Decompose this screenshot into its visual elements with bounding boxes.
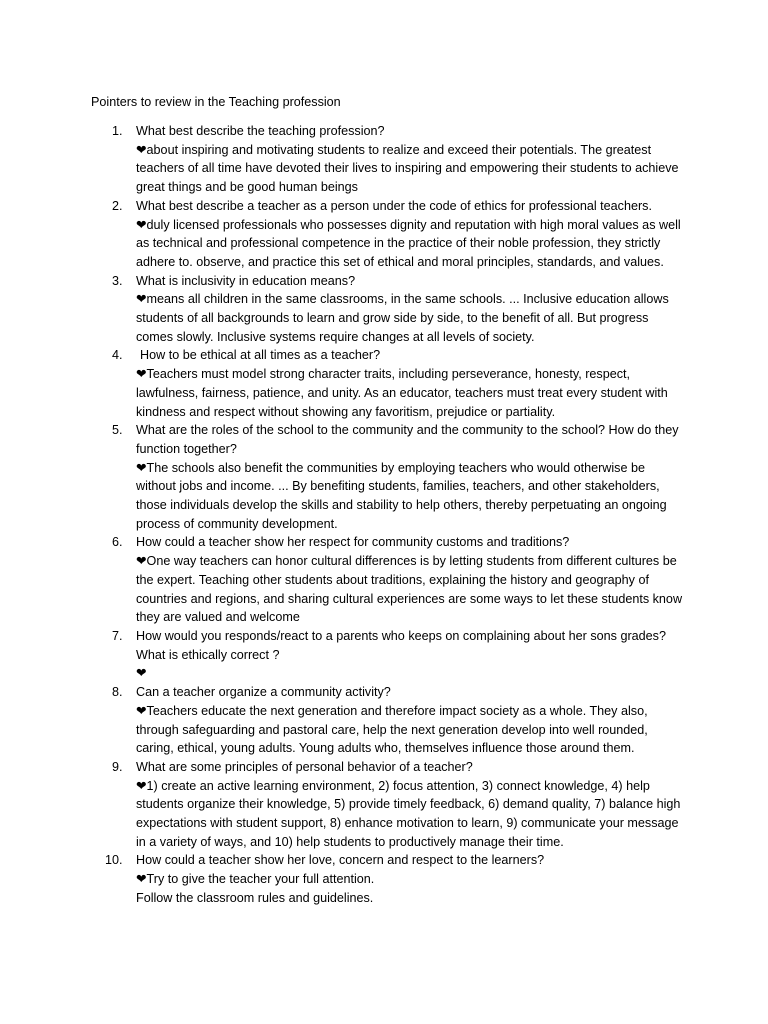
item-answer: ❤The schools also benefit the communities by employing teachers who would otherwise be without jobs and income. ... By benefiting students, families, teachers, and other stakeholders, those individuals develop the skills and stability to help others, thereby perpetuating an ongoing process of community development. bbox=[136, 460, 667, 531]
item-number: 4. bbox=[112, 348, 123, 363]
list-item bbox=[0, 346, 684, 421]
item-number: 7. bbox=[112, 628, 123, 643]
item-number: 5. bbox=[112, 423, 123, 438]
item-question: What best describe the teaching profession? bbox=[136, 124, 385, 138]
item-answer: ❤Teachers must model strong character traits, including perseverance, honesty, respect, lawfulness, fairness, patience, and unity. As an educator, teachers must treat every student with kindness and respect without showing any favoritism, prejudice or partiality. bbox=[136, 367, 668, 419]
list-item bbox=[0, 533, 684, 627]
item-question: How to be ethical at all times as a teacher? bbox=[140, 348, 381, 363]
list-item bbox=[0, 122, 684, 197]
list-item bbox=[0, 851, 684, 907]
list-item bbox=[0, 627, 684, 683]
item-number: 10. bbox=[105, 853, 123, 868]
document-title: Pointers to review in the Teaching profession bbox=[91, 95, 341, 109]
item-answer: ❤about inspiring and motivating students to realize and exceed their potentials. The greatest teachers of all time have devoted their lives to inspiring and empowering their students to achieve great things and be good human beings bbox=[136, 142, 679, 195]
item-question: Can a teacher organize a community activity? bbox=[136, 685, 391, 700]
item-answer: ❤One way teachers can honor cultural differences is by letting students from different cultures be the expert. Teaching other students about traditions, explaining the history and geography of countries and regions, and sharing cultural experiences are some ways to let these students know they are valued and welcome bbox=[136, 554, 683, 625]
item-answer: ❤1) create an active learning environment, 2) focus attention, 3) connect knowledge, 4) help students organize their knowledge, 5) provide timely feedback, 6) demand quality, 7) balance high expectations with student support, 8) enhance motivation to learn, 9) communicate your message in a variety of ways, and 10) help students to productively manage their time. bbox=[136, 778, 681, 849]
item-number: 2. bbox=[112, 198, 123, 213]
item-number: 8. bbox=[112, 685, 123, 700]
item-question: How would you responds/react to a parents who keeps on complaining about her sons grades? What is ethically correct ? bbox=[136, 628, 666, 662]
item-question: How could a teacher show her love, concern and respect to the learners? bbox=[136, 853, 545, 868]
item-number: 3. bbox=[112, 273, 123, 288]
item-question: What are some principles of personal behavior of a teacher? bbox=[136, 759, 473, 774]
list-item bbox=[0, 758, 684, 852]
item-answer: ❤Teachers educate the next generation and therefore impact society as a whole. They also, through safeguarding and pastoral care, help the next generation develop into well rounded, caring, ethical, young adults. Young adults who, themselves influence those around them. bbox=[136, 703, 648, 756]
list-item bbox=[0, 683, 684, 758]
item-number: 1. bbox=[112, 124, 123, 138]
item-number: 9. bbox=[112, 759, 123, 774]
item-answer: ❤duly licensed professionals who possesses dignity and reputation with high moral values as well as technical and professional competence in the practice of their noble profession, they strictly adhere to. observe, and practice this set of ethical and moral principles, standards, and values. bbox=[136, 217, 681, 269]
question-list bbox=[0, 122, 768, 908]
item-question: How could a teacher show her respect for community customs and traditions? bbox=[136, 535, 570, 550]
item-number: 6. bbox=[112, 535, 123, 550]
list-item bbox=[0, 421, 684, 533]
item-question: What is inclusivity in education means? bbox=[136, 273, 356, 288]
item-question: What best describe a teacher as a person under the code of ethics for professional teachers. bbox=[136, 198, 652, 213]
item-answer: ❤means all children in the same classrooms, in the same schools. ... Inclusive education allows students of all backgrounds to learn and grow side by side, to the benefit of all. But progress comes slowly. Inclusive systems require changes at all levels of society. bbox=[136, 292, 669, 344]
item-question: What are the roles of the school to the community and the community to the school? How do they function together? bbox=[136, 423, 679, 456]
item-answer: ❤Try to give the teacher your full attention. Follow the classroom rules and guidelines. bbox=[136, 872, 375, 905]
list-item bbox=[0, 272, 684, 347]
list-item bbox=[0, 197, 684, 272]
item-answer: ❤ bbox=[136, 666, 147, 681]
